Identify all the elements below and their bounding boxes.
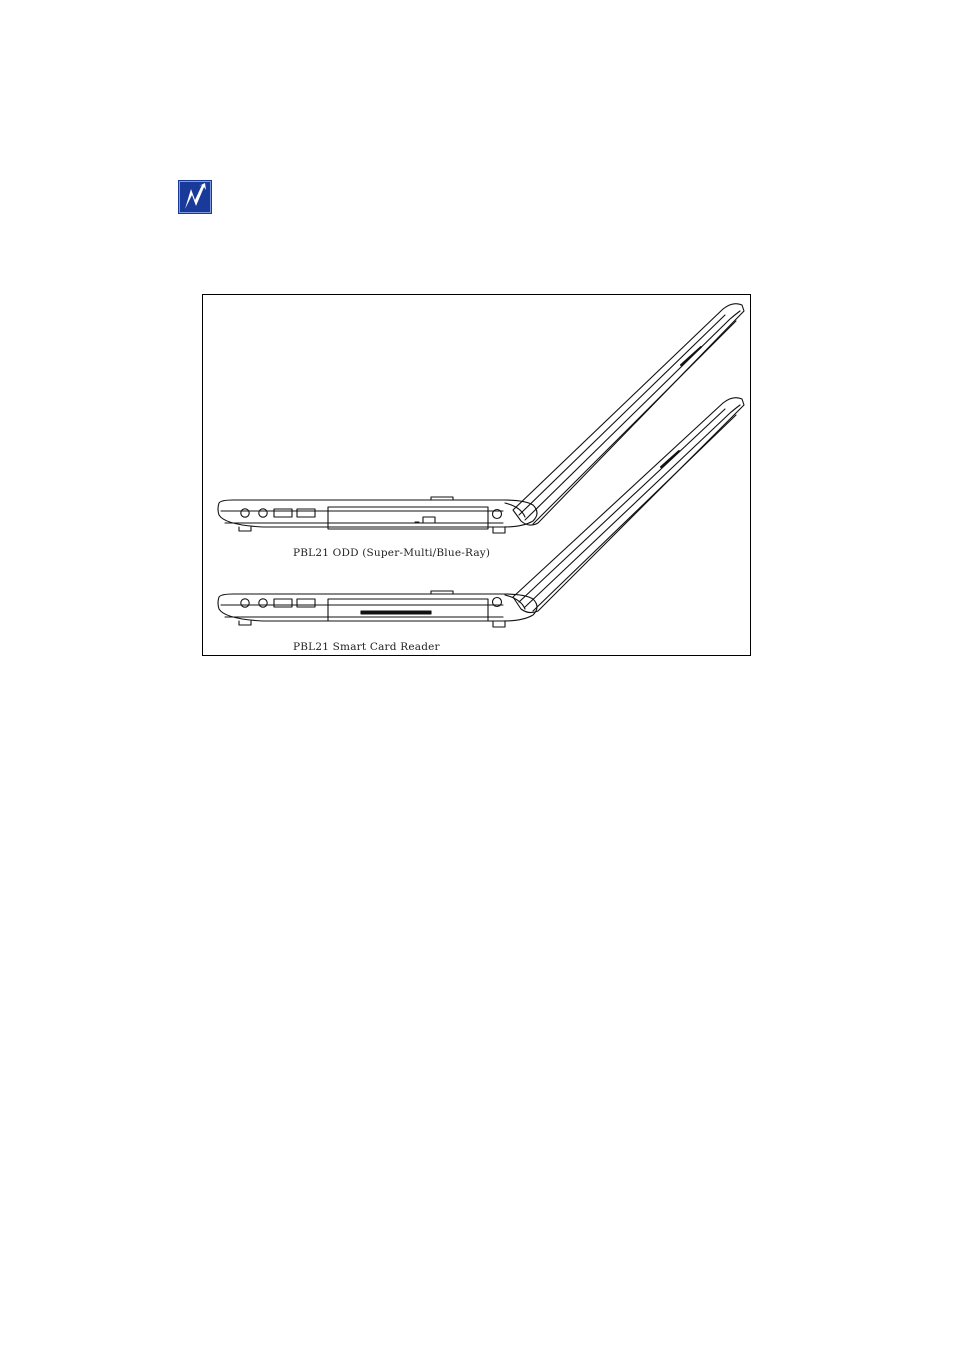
caption-odd: PBL21 ODD (Super-Multi/Blue-Ray) [293,547,491,559]
laptop-side-view-illustration [203,295,752,657]
note-lightning-icon [178,180,212,214]
caption-smart-card: PBL21 Smart Card Reader [293,641,440,653]
laptop-odd-drawing [218,304,744,533]
figure-frame [202,294,751,656]
